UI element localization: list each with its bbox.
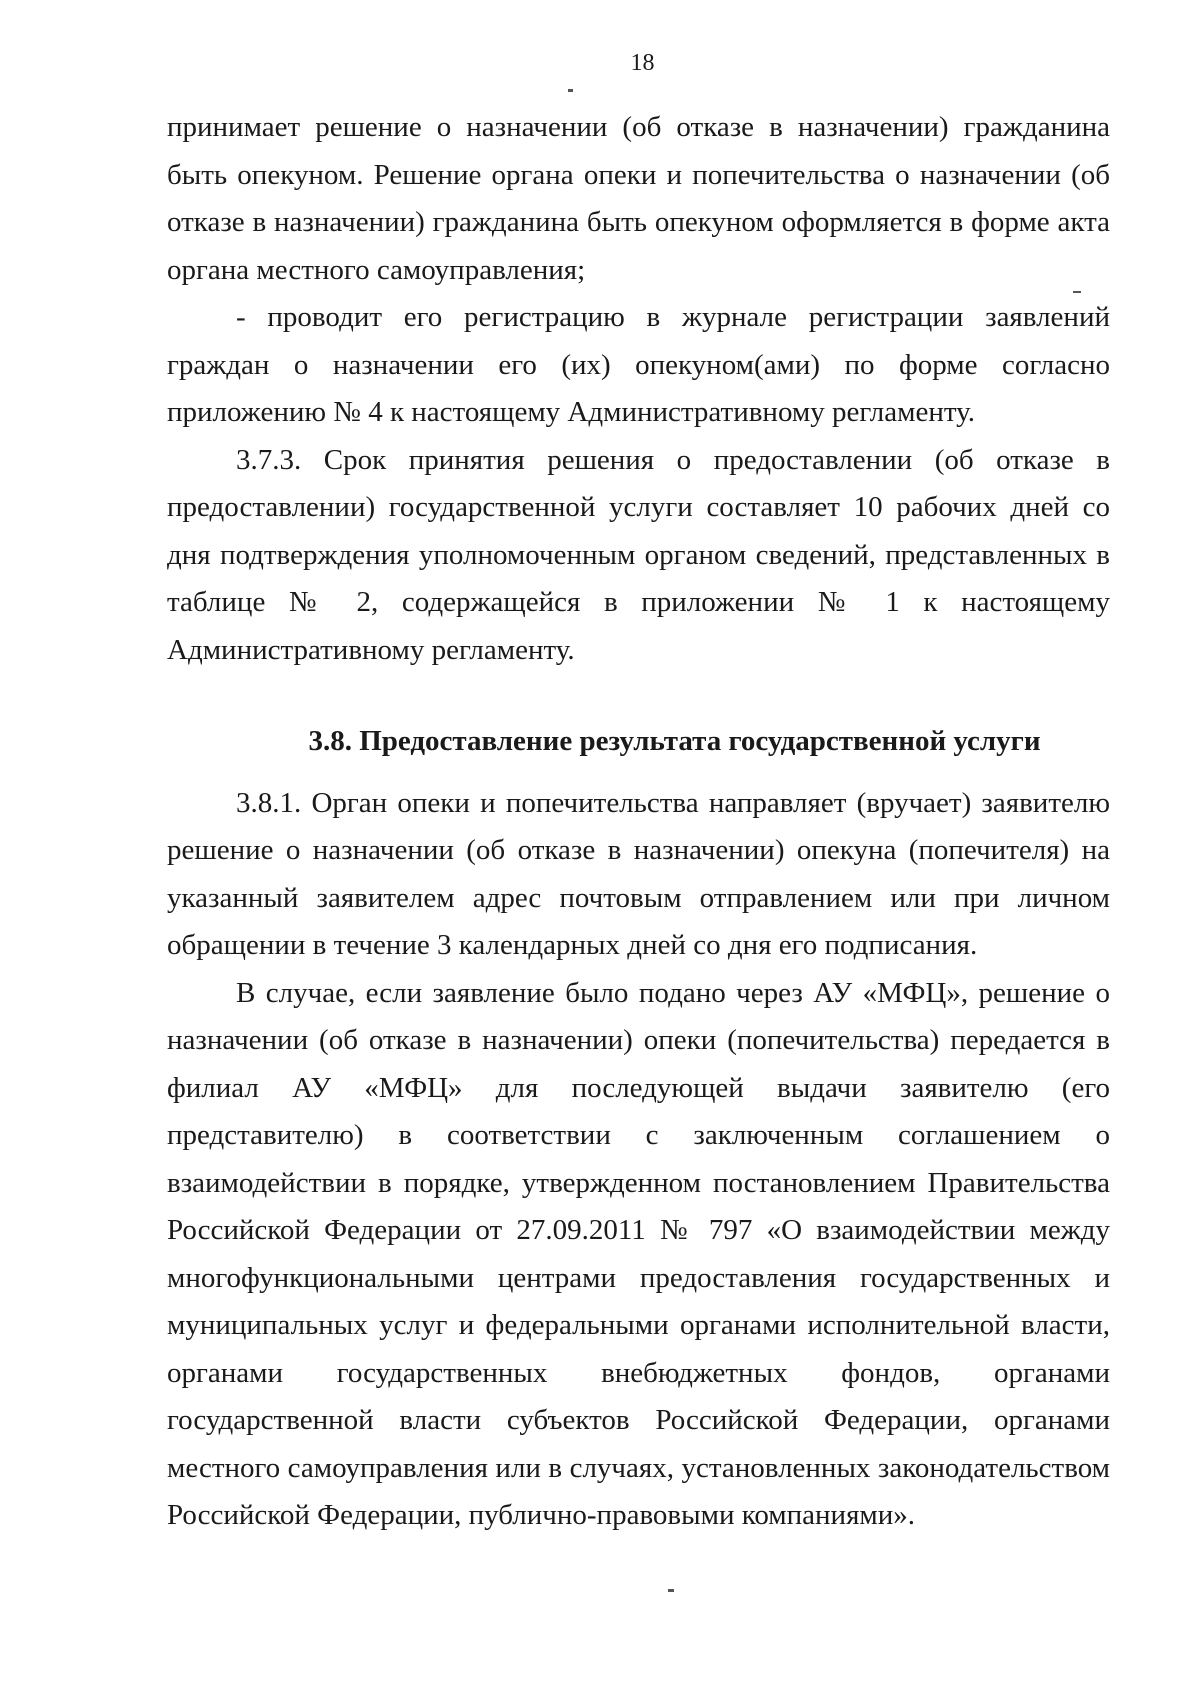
- scan-speck: [668, 1589, 674, 1592]
- paragraph: 3.7.3. Срок принятия решения о предоставлении (об отказе в предоставлении) государственной услуги составляет 10 рабочих дней со дня подтверждения уполномоченным органом сведений, представленных в таблице № 2, содержащейся в приложении № 1 к настоящему Административному регламенту.: [167, 443, 1110, 666]
- paragraph: В случае, если заявление было подано через АУ «МФЦ», решение о назначении (об отказе в назначении) опеки (попечительства) передается в филиал АУ «МФЦ» для последующей выдачи заявителю (его представителю) в соответствии с заключенным соглашением о взаимодействии в порядке, утвержденном постановлением Правительства Российской Федерации от 27.09.2011 № 797 «О взаимодействии между многофункциональными центрами предоставления государственных и муниципальных услуг и федеральными органами исполнительной власти, органами государственных внебюджетных фондов, органами государственной власти субъектов Российской Федерации, органами местного самоуправления или в случаях, установленных законодательством Российской Федерации, публично-правовыми компаниями».: [167, 976, 1110, 1531]
- scan-speck: [568, 89, 573, 92]
- paragraph: 3.8.1. Орган опеки и попечительства направляет (вручает) заявителю решение о назначении (об отказе в назначении) опекуна (попечителя) на указанный заявителем адрес почтовым отправлением или при личном обращении в течение 3 календарных дней со дня его подписания.: [167, 786, 1110, 961]
- paragraph: - проводит его регистрацию в журнале регистрации заявлений граждан о назначении его (их) опекуном(ами) по форме согласно приложению № 4 к настоящему Административному регламенту.: [167, 301, 1110, 428]
- page-number: 18: [630, 50, 655, 76]
- section-heading: 3.8. Предоставление результата государственной услуги: [308, 725, 1041, 757]
- paragraph: принимает решение о назначении (об отказе в назначении) гражданина быть опекуном. Решение органа опеки и попечительства о назначении (об отказе в назначении) гражданина быть опекуном оформляется в форме акта органа местного самоуправления;: [167, 111, 1110, 286]
- document-body: [167, 104, 1110, 1540]
